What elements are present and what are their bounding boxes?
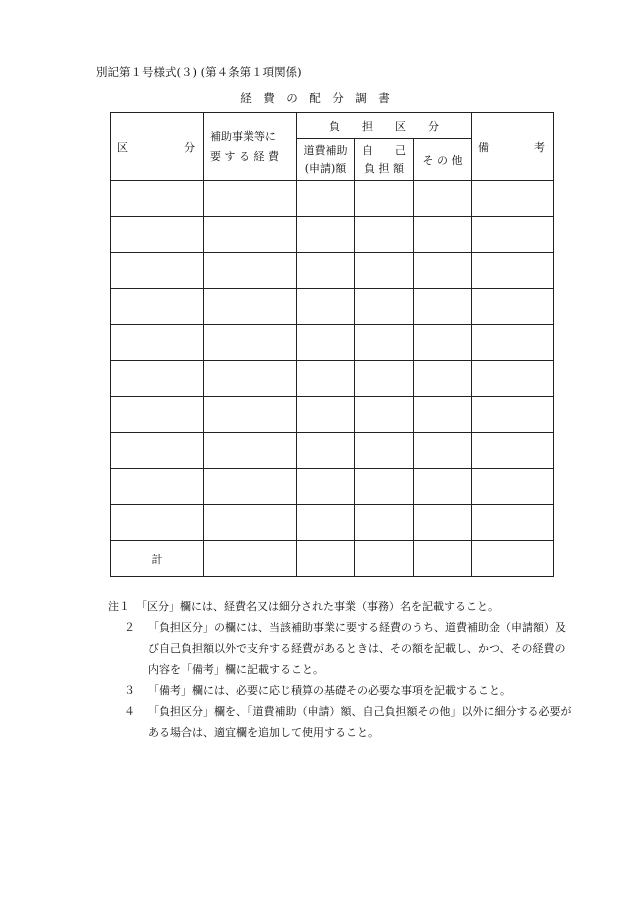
table-cell[interactable] [414,253,472,289]
table-cell[interactable] [414,361,472,397]
header-required-expenses-line2: 要 す る 経 費 [210,149,279,163]
table-cell[interactable] [204,397,297,433]
table-row [111,289,554,325]
table-cell[interactable] [111,253,204,289]
table-cell[interactable] [472,289,554,325]
table-cell[interactable] [297,433,355,469]
table-cell[interactable] [297,253,355,289]
table-cell[interactable] [414,397,472,433]
table-row [111,325,554,361]
document-title: 経 費 の 配 分 調 書 [240,91,390,105]
table-cell[interactable] [204,253,297,289]
header-prefectural-subsidy [297,139,355,181]
table-cell[interactable] [472,433,554,469]
note-number: ４ [124,705,135,718]
table-cell[interactable] [355,469,414,505]
table-cell[interactable] [414,433,472,469]
table-cell[interactable] [414,505,472,541]
table-cell[interactable] [414,541,472,577]
table-cell[interactable] [355,397,414,433]
note-number: ３ [124,684,135,697]
table-cell[interactable] [204,505,297,541]
table-cell[interactable] [297,289,355,325]
table-cell[interactable] [204,325,297,361]
header-remarks [472,113,554,181]
table-cell[interactable] [472,217,554,253]
note-text: 「負担区分」欄を、「道費補助（申請）額、自己負担額その他」以外に細分する必要がある場合は、適宜欄を追加して使用すること。 [148,705,572,739]
table-cell[interactable] [111,397,204,433]
header-remarks-char-2: 考 [534,140,545,154]
table-cell[interactable] [472,469,554,505]
table-cell[interactable] [297,325,355,361]
table-cell[interactable] [472,325,554,361]
note-item [112,701,572,743]
table-cell[interactable] [204,289,297,325]
header-kubun [111,113,204,181]
total-row [111,541,554,577]
header-self-burden [355,139,414,181]
table-cell[interactable] [355,289,414,325]
table-cell[interactable] [111,181,204,217]
table-cell[interactable] [204,181,297,217]
table-cell[interactable] [472,397,554,433]
table-row [111,361,554,397]
header-self-burden-line2: 負 担 額 [364,161,404,175]
table-cell[interactable] [111,217,204,253]
table-row [111,181,554,217]
header-kubun-char-1: 区 [117,140,128,154]
table-cell[interactable] [472,181,554,217]
table-cell[interactable] [414,217,472,253]
table-cell[interactable] [355,217,414,253]
table-cell[interactable] [297,397,355,433]
header-required-expenses [204,113,297,181]
table-cell[interactable] [297,361,355,397]
table-cell[interactable] [355,505,414,541]
table-cell[interactable] [111,505,204,541]
note-item [112,617,572,680]
header-kubun-char-2: 分 [184,140,195,154]
header-self-burden-line1: 自 己 [362,143,406,157]
form-label: 別記第１号様式(３) (第４条第１項関係) [96,65,302,79]
table-cell[interactable] [355,541,414,577]
note-number: 注１ [108,600,130,613]
notes [108,596,572,743]
table-cell[interactable] [472,361,554,397]
table-row [111,505,554,541]
table-cell[interactable] [472,505,554,541]
table-cell[interactable] [204,361,297,397]
total-label: 計 [111,541,204,577]
header-required-expenses-line1: 補助事業等に [210,129,276,143]
note-text: 「備考」欄には、必要に応じ積算の基礎その必要な事項を記載すること。 [148,684,511,697]
table-cell[interactable] [204,217,297,253]
header-remarks-char-1: 備 [478,140,489,154]
table-row [111,433,554,469]
table-cell[interactable] [472,541,554,577]
table-cell[interactable] [297,541,355,577]
table-cell[interactable] [472,253,554,289]
note-item [108,596,572,617]
table-cell[interactable] [355,253,414,289]
note-item [112,680,572,701]
table-cell[interactable] [414,469,472,505]
table-cell[interactable] [111,361,204,397]
table-cell[interactable] [297,181,355,217]
table-cell[interactable] [297,217,355,253]
expense-allocation-table [110,112,554,577]
table-row [111,469,554,505]
table-cell[interactable] [297,469,355,505]
table-cell[interactable] [355,433,414,469]
table-cell[interactable] [204,469,297,505]
table-cell[interactable] [297,505,355,541]
table-cell[interactable] [204,541,297,577]
table-cell[interactable] [111,289,204,325]
table-cell[interactable] [414,181,472,217]
table-cell[interactable] [414,289,472,325]
table-cell[interactable] [355,181,414,217]
header-other: そ の 他 [414,139,472,181]
header-prefectural-subsidy-line1: 道費補助 [303,143,348,157]
table-cell[interactable] [355,361,414,397]
table-cell[interactable] [111,469,204,505]
table-cell[interactable] [414,325,472,361]
table-cell[interactable] [355,325,414,361]
table-row [111,397,554,433]
table-row [111,217,554,253]
header-burden-category: 負 担 区 分 [297,113,472,139]
note-text: 「区分」欄には、経費名又は細分された事業（事務）名を記載すること。 [136,600,499,613]
table-row [111,253,554,289]
header-prefectural-subsidy-line2: (申請)額 [304,161,347,175]
table-cell[interactable] [111,325,204,361]
table-cell[interactable] [204,433,297,469]
note-text: 「負担区分」の欄には、当該補助事業に要する経費のうち、道費補助金（申請額）及び自己負担額以外で支弁する経費があるときは、その額を記載し、かつ、その経費の内容を「備考」欄に記載すること。 [148,621,566,676]
table-cell[interactable] [111,433,204,469]
note-number: ２ [124,621,135,634]
